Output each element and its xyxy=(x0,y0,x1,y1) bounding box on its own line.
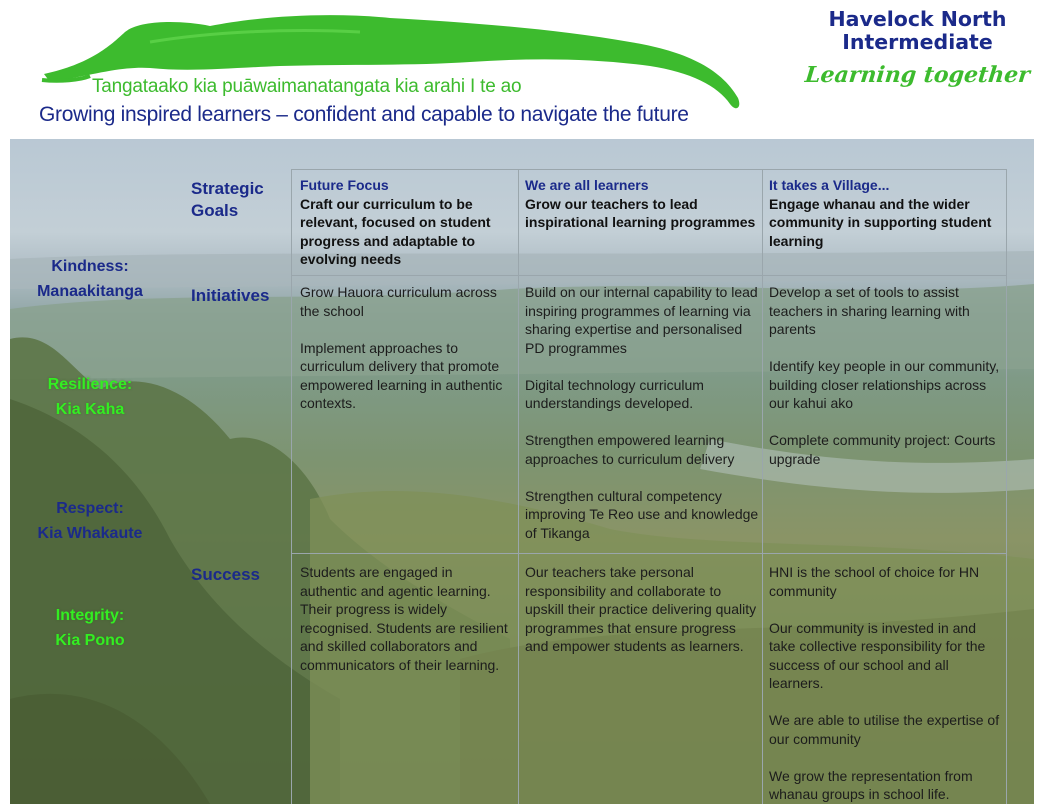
value-resilience-maori: Kia Kaha xyxy=(55,401,125,418)
value-resilience xyxy=(10,372,170,422)
goal-text: Grow our teachers to lead inspirational learning programmes xyxy=(525,195,756,230)
success-cell-all-learners xyxy=(525,563,757,674)
initiative-item: Implement approaches to curriculum delivery that promote empowered learning in authentic contexts. xyxy=(300,339,503,411)
initiative-item: Grow Hauora curriculum across the school xyxy=(300,284,497,319)
value-respect-english: Respect: xyxy=(56,500,124,517)
goal-title: We are all learners xyxy=(525,177,649,193)
school-name xyxy=(800,8,1035,54)
initiative-item: Complete community project: Courts upgrade xyxy=(769,432,996,467)
initiative-item: Digital technology curriculum understandings developed. xyxy=(525,376,704,411)
school-name-line1: Havelock North xyxy=(828,7,1007,31)
initiative-item: Develop a set of tools to assist teachers in sharing learning with parents xyxy=(769,284,970,337)
initiatives-cell-village xyxy=(769,283,1003,487)
row-label-goals: Goals xyxy=(191,201,239,220)
goal-cell-future-focus xyxy=(300,176,512,269)
initiatives-cell-all-learners xyxy=(525,283,759,561)
success-item: We are able to utilise the expertise of our community xyxy=(769,712,1000,747)
goal-title: Future Focus xyxy=(300,177,389,193)
grid-line-v1 xyxy=(291,169,292,804)
landscape-panel xyxy=(10,139,1034,804)
grid-line-v2 xyxy=(518,169,519,804)
value-kindness xyxy=(10,254,170,304)
goal-text: Craft our curriculum to be relevant, focused on student progress and adaptable to evolving needs xyxy=(300,195,491,267)
success-cell-village xyxy=(769,563,1001,804)
row-label-success: Success xyxy=(191,565,260,584)
success-item: We grow the representation from whanau groups in school life. xyxy=(769,767,973,802)
initiative-item: Strengthen empowered learning approaches to curriculum delivery xyxy=(525,432,735,467)
initiative-item: Strengthen cultural competency improving Te Reo use and knowledge of Tikanga xyxy=(525,487,759,541)
initiative-item: Build on our internal capability to lead inspiring programmes of learning via sharing expertise and personalised PD programmes xyxy=(525,284,758,356)
value-respect-maori: Kia Whakaute xyxy=(37,525,143,542)
success-cell-future-focus xyxy=(300,563,512,693)
motto-maori: Tangataako kia puāwaimanatangata kia arahi I te ao xyxy=(92,76,522,97)
grid-line-h1 xyxy=(291,275,1007,276)
success-item: HNI is the school of choice for HN community xyxy=(769,564,980,599)
grid-line-v4 xyxy=(1006,169,1007,804)
goal-title: It takes a Village... xyxy=(769,177,890,193)
initiative-item: Identify key people in our community, building closer relationships across our kahui ako xyxy=(769,358,1000,411)
success-item: Our teachers take personal responsibility and collaborate to upskill their practice delivering quality programmes that ensure progress and empower students as learners. xyxy=(525,564,757,654)
goal-text: Engage whanau and the wider community in supporting student learning xyxy=(769,195,992,249)
row-label-initiatives: Initiatives xyxy=(191,286,270,305)
value-integrity-english: Integrity: xyxy=(55,607,125,624)
motto-english: Growing inspired learners – confident and capable to navigate the future xyxy=(39,103,689,126)
value-resilience-english: Resilience: xyxy=(47,376,133,393)
grid-line-h0 xyxy=(291,169,1007,170)
value-respect xyxy=(10,496,170,546)
school-name-line2: Intermediate xyxy=(842,30,993,54)
value-kindness-maori: Manaakitanga xyxy=(37,283,143,300)
value-integrity-maori: Kia Pono xyxy=(55,632,125,649)
goal-cell-all-learners xyxy=(525,176,757,232)
school-tagline: Learning together xyxy=(803,62,1032,88)
initiatives-cell-future-focus xyxy=(300,283,510,431)
row-label-strategic: Strategic xyxy=(191,179,264,198)
row-label-strategic-goals xyxy=(191,178,264,222)
green-brush-stroke-logo xyxy=(30,6,750,116)
success-item: Students are engaged in authentic and agentic learning. Their progress is widely recognised. Students are resilient and skilled collaborators and communicators of their learning. xyxy=(300,564,508,673)
success-item: Our community is invested in and take collective responsibility for the success of our school and all learners. xyxy=(769,619,986,691)
value-integrity xyxy=(10,603,170,653)
goal-cell-village xyxy=(769,176,1001,250)
value-kindness-english: Kindness: xyxy=(51,258,129,275)
grid-line-v3 xyxy=(762,169,763,804)
